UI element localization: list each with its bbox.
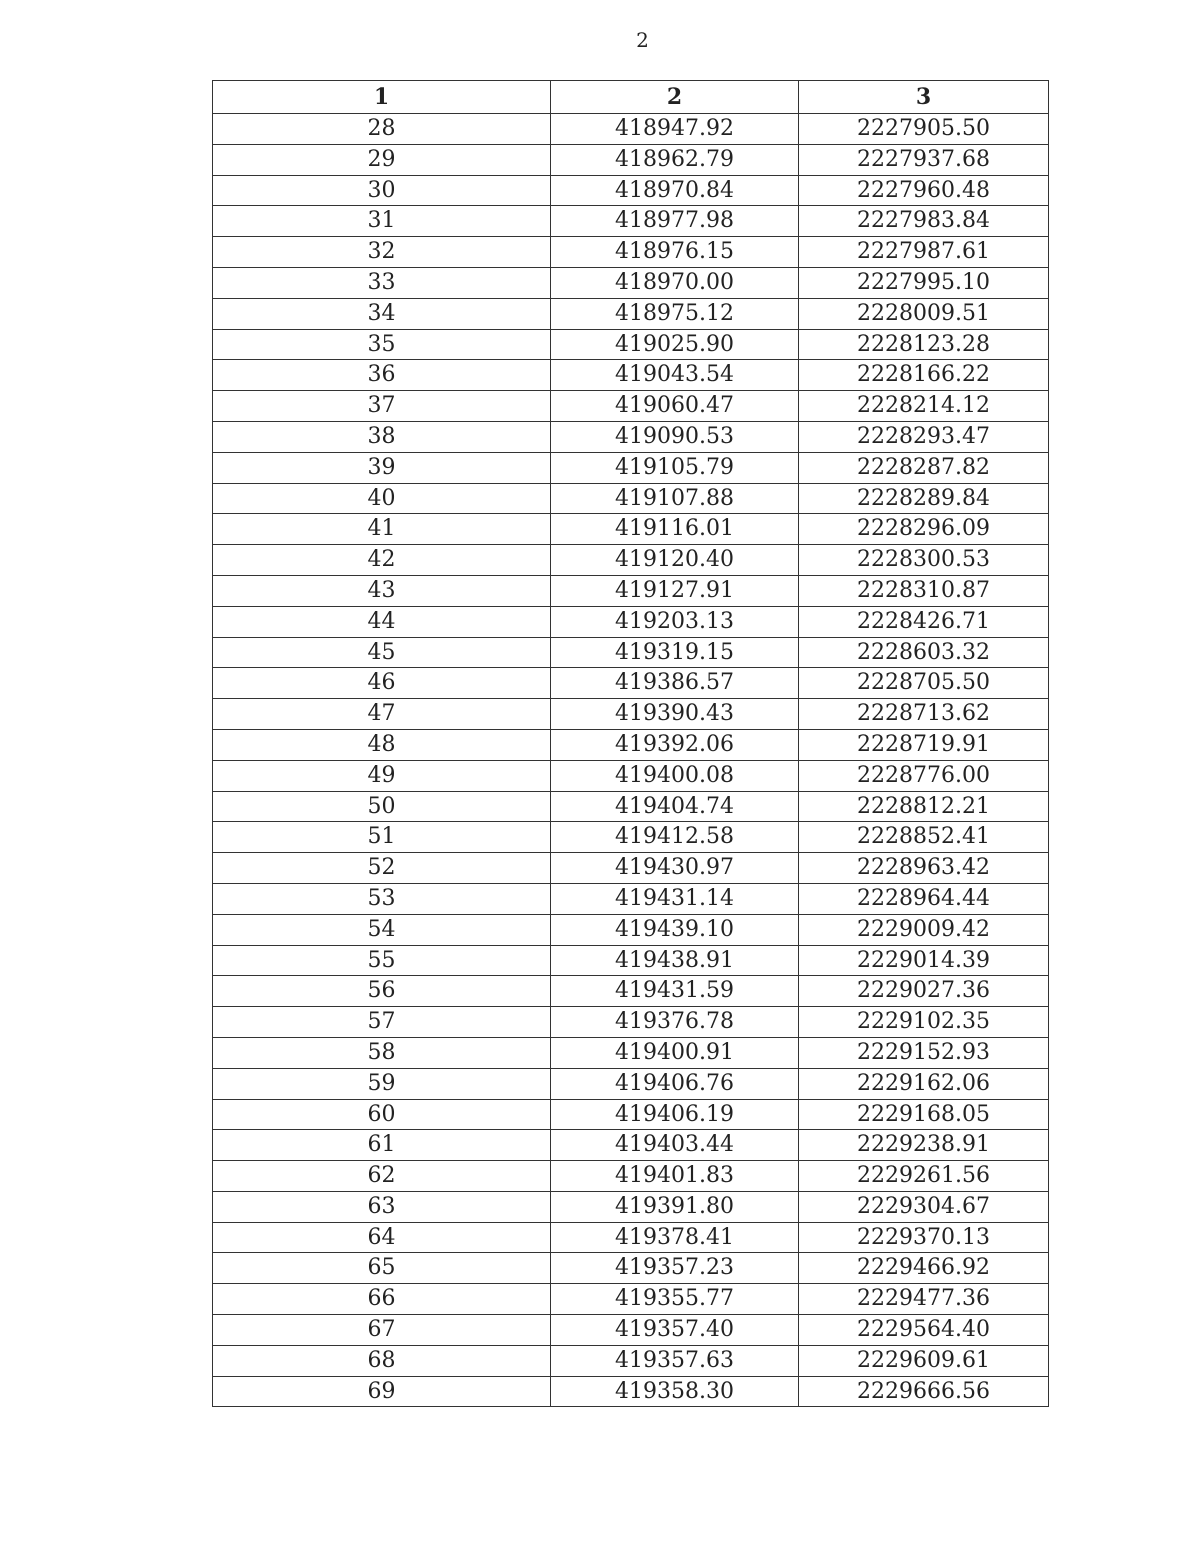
table-cell-col-2: 419116.01	[551, 514, 799, 545]
table-cell-col-1: 59	[213, 1068, 551, 1099]
table-cell-col-3: 2227995.10	[799, 267, 1049, 298]
table-cell-col-2: 418947.92	[551, 114, 799, 145]
table-row	[213, 175, 1049, 206]
table-cell-col-1: 35	[213, 329, 551, 360]
table-cell-col-3: 2229027.36	[799, 976, 1049, 1007]
table-row	[213, 668, 1049, 699]
table-cell-col-2: 419406.76	[551, 1068, 799, 1099]
table-cell-col-1: 51	[213, 822, 551, 853]
table-cell-col-2: 419386.57	[551, 668, 799, 699]
table-cell-col-1: 63	[213, 1191, 551, 1222]
table-cell-col-2: 419120.40	[551, 545, 799, 576]
table-cell-col-2: 419127.91	[551, 575, 799, 606]
table-cell-col-3: 2229152.93	[799, 1037, 1049, 1068]
table-cell-col-1: 49	[213, 760, 551, 791]
table-cell-col-3: 2228713.62	[799, 699, 1049, 730]
table-cell-col-1: 46	[213, 668, 551, 699]
table-cell-col-3: 2228964.44	[799, 883, 1049, 914]
table-cell-col-2: 419400.08	[551, 760, 799, 791]
table-cell-col-2: 419406.19	[551, 1099, 799, 1130]
table-cell-col-1: 50	[213, 791, 551, 822]
table-cell-col-3: 2227905.50	[799, 114, 1049, 145]
table-body	[213, 114, 1049, 1407]
table-cell-col-2: 418962.79	[551, 144, 799, 175]
table-cell-col-1: 65	[213, 1253, 551, 1284]
table-cell-col-2: 419439.10	[551, 914, 799, 945]
table-row	[213, 452, 1049, 483]
table-cell-col-2: 419319.15	[551, 637, 799, 668]
table-cell-col-1: 69	[213, 1376, 551, 1407]
table-cell-col-1: 38	[213, 421, 551, 452]
column-header-1: 1	[213, 81, 551, 114]
table-cell-col-1: 42	[213, 545, 551, 576]
table-cell-col-3: 2229162.06	[799, 1068, 1049, 1099]
table-cell-col-2: 419401.83	[551, 1161, 799, 1192]
table-row	[213, 1037, 1049, 1068]
table-cell-col-3: 2228719.91	[799, 729, 1049, 760]
table-cell-col-1: 39	[213, 452, 551, 483]
table-cell-col-3: 2227983.84	[799, 206, 1049, 237]
table-row	[213, 1376, 1049, 1407]
table-row	[213, 1191, 1049, 1222]
table-cell-col-3: 2228289.84	[799, 483, 1049, 514]
table-cell-col-2: 418970.00	[551, 267, 799, 298]
table-row	[213, 144, 1049, 175]
table-cell-col-2: 419203.13	[551, 606, 799, 637]
table-row	[213, 237, 1049, 268]
table-cell-col-3: 2228296.09	[799, 514, 1049, 545]
table-row	[213, 114, 1049, 145]
table-cell-col-3: 2228293.47	[799, 421, 1049, 452]
page-number: 2	[636, 28, 649, 52]
table-cell-col-2: 419412.58	[551, 822, 799, 853]
table-cell-col-2: 419376.78	[551, 1007, 799, 1038]
coordinates-table	[212, 80, 1049, 1407]
table-cell-col-3: 2229466.92	[799, 1253, 1049, 1284]
table-cell-col-2: 418970.84	[551, 175, 799, 206]
table-cell-col-3: 2228009.51	[799, 298, 1049, 329]
table-cell-col-1: 52	[213, 853, 551, 884]
table-cell-col-3: 2228310.87	[799, 575, 1049, 606]
table-row	[213, 976, 1049, 1007]
table-row	[213, 391, 1049, 422]
table-cell-col-1: 30	[213, 175, 551, 206]
table-row	[213, 729, 1049, 760]
table-cell-col-2: 419043.54	[551, 360, 799, 391]
table-cell-col-3: 2227987.61	[799, 237, 1049, 268]
table-cell-col-3: 2228812.21	[799, 791, 1049, 822]
table-cell-col-2: 419355.77	[551, 1284, 799, 1315]
table-row	[213, 267, 1049, 298]
table-row	[213, 206, 1049, 237]
table-row	[213, 1099, 1049, 1130]
table-cell-col-2: 419090.53	[551, 421, 799, 452]
table-cell-col-1: 36	[213, 360, 551, 391]
table-cell-col-3: 2229666.56	[799, 1376, 1049, 1407]
table-row	[213, 822, 1049, 853]
table-row	[213, 606, 1049, 637]
table-row	[213, 575, 1049, 606]
table-cell-col-1: 31	[213, 206, 551, 237]
table-cell-col-1: 45	[213, 637, 551, 668]
table-row	[213, 945, 1049, 976]
table-row	[213, 1130, 1049, 1161]
table-cell-col-3: 2228776.00	[799, 760, 1049, 791]
table-cell-col-1: 47	[213, 699, 551, 730]
table-row	[213, 637, 1049, 668]
table-cell-col-1: 29	[213, 144, 551, 175]
table-cell-col-1: 64	[213, 1222, 551, 1253]
table-cell-col-3: 2228123.28	[799, 329, 1049, 360]
table-row	[213, 1345, 1049, 1376]
table-cell-col-3: 2229238.91	[799, 1130, 1049, 1161]
table-cell-col-2: 419431.59	[551, 976, 799, 1007]
table-cell-col-1: 41	[213, 514, 551, 545]
table-cell-col-1: 28	[213, 114, 551, 145]
table-row	[213, 883, 1049, 914]
table-cell-col-3: 2228705.50	[799, 668, 1049, 699]
table-cell-col-2: 419391.80	[551, 1191, 799, 1222]
table-cell-col-2: 419404.74	[551, 791, 799, 822]
table-cell-col-3: 2228603.32	[799, 637, 1049, 668]
table-cell-col-1: 44	[213, 606, 551, 637]
table-cell-col-3: 2227960.48	[799, 175, 1049, 206]
table-row	[213, 360, 1049, 391]
table-cell-col-3: 2228287.82	[799, 452, 1049, 483]
table-cell-col-2: 419392.06	[551, 729, 799, 760]
table-header-row	[213, 81, 1049, 114]
table-cell-col-3: 2229477.36	[799, 1284, 1049, 1315]
table-cell-col-2: 419403.44	[551, 1130, 799, 1161]
table-cell-col-1: 57	[213, 1007, 551, 1038]
table-cell-col-1: 60	[213, 1099, 551, 1130]
table-cell-col-2: 418975.12	[551, 298, 799, 329]
table-cell-col-2: 419378.41	[551, 1222, 799, 1253]
table-cell-col-1: 53	[213, 883, 551, 914]
table-cell-col-1: 33	[213, 267, 551, 298]
table-row	[213, 760, 1049, 791]
table-row	[213, 791, 1049, 822]
table-cell-col-2: 419438.91	[551, 945, 799, 976]
table-cell-col-3: 2227937.68	[799, 144, 1049, 175]
table-cell-col-2: 418976.15	[551, 237, 799, 268]
table-row	[213, 914, 1049, 945]
table-cell-col-3: 2229009.42	[799, 914, 1049, 945]
table-row	[213, 1007, 1049, 1038]
table-cell-col-1: 58	[213, 1037, 551, 1068]
table-cell-col-1: 68	[213, 1345, 551, 1376]
table-row	[213, 1284, 1049, 1315]
table-cell-col-2: 419060.47	[551, 391, 799, 422]
table-cell-col-2: 419358.30	[551, 1376, 799, 1407]
table-cell-col-1: 56	[213, 976, 551, 1007]
table-row	[213, 1253, 1049, 1284]
table-cell-col-3: 2228426.71	[799, 606, 1049, 637]
table-cell-col-2: 419105.79	[551, 452, 799, 483]
table-cell-col-1: 48	[213, 729, 551, 760]
table-row	[213, 329, 1049, 360]
column-header-2: 2	[551, 81, 799, 114]
table-cell-col-2: 419431.14	[551, 883, 799, 914]
table-cell-col-1: 67	[213, 1315, 551, 1346]
table-cell-col-1: 55	[213, 945, 551, 976]
table-row	[213, 1068, 1049, 1099]
table-cell-col-2: 419390.43	[551, 699, 799, 730]
table-cell-col-2: 419430.97	[551, 853, 799, 884]
table-cell-col-3: 2228963.42	[799, 853, 1049, 884]
table-cell-col-3: 2228214.12	[799, 391, 1049, 422]
table-row	[213, 1161, 1049, 1192]
table-cell-col-2: 418977.98	[551, 206, 799, 237]
table-row	[213, 853, 1049, 884]
table-cell-col-2: 419357.40	[551, 1315, 799, 1346]
table-cell-col-3: 2228852.41	[799, 822, 1049, 853]
table-cell-col-3: 2229261.56	[799, 1161, 1049, 1192]
table-cell-col-2: 419357.23	[551, 1253, 799, 1284]
table-cell-col-3: 2229168.05	[799, 1099, 1049, 1130]
table-cell-col-3: 2228300.53	[799, 545, 1049, 576]
table-cell-col-1: 37	[213, 391, 551, 422]
table-cell-col-3: 2229304.67	[799, 1191, 1049, 1222]
table-cell-col-1: 66	[213, 1284, 551, 1315]
table-cell-col-1: 32	[213, 237, 551, 268]
table-row	[213, 545, 1049, 576]
table-cell-col-2: 419107.88	[551, 483, 799, 514]
table-cell-col-3: 2229102.35	[799, 1007, 1049, 1038]
table-cell-col-2: 419025.90	[551, 329, 799, 360]
table-cell-col-1: 54	[213, 914, 551, 945]
table-cell-col-3: 2228166.22	[799, 360, 1049, 391]
table-row	[213, 1222, 1049, 1253]
table-row	[213, 483, 1049, 514]
table-row	[213, 298, 1049, 329]
table-row	[213, 699, 1049, 730]
table-cell-col-1: 43	[213, 575, 551, 606]
table-cell-col-2: 419400.91	[551, 1037, 799, 1068]
table-row	[213, 1315, 1049, 1346]
table-row	[213, 421, 1049, 452]
table-cell-col-3: 2229370.13	[799, 1222, 1049, 1253]
column-header-3: 3	[799, 81, 1049, 114]
table-cell-col-3: 2229609.61	[799, 1345, 1049, 1376]
table-cell-col-3: 2229564.40	[799, 1315, 1049, 1346]
table-cell-col-2: 419357.63	[551, 1345, 799, 1376]
table-cell-col-3: 2229014.39	[799, 945, 1049, 976]
table-cell-col-1: 40	[213, 483, 551, 514]
table-row	[213, 514, 1049, 545]
table-cell-col-1: 61	[213, 1130, 551, 1161]
table-cell-col-1: 62	[213, 1161, 551, 1192]
table-cell-col-1: 34	[213, 298, 551, 329]
